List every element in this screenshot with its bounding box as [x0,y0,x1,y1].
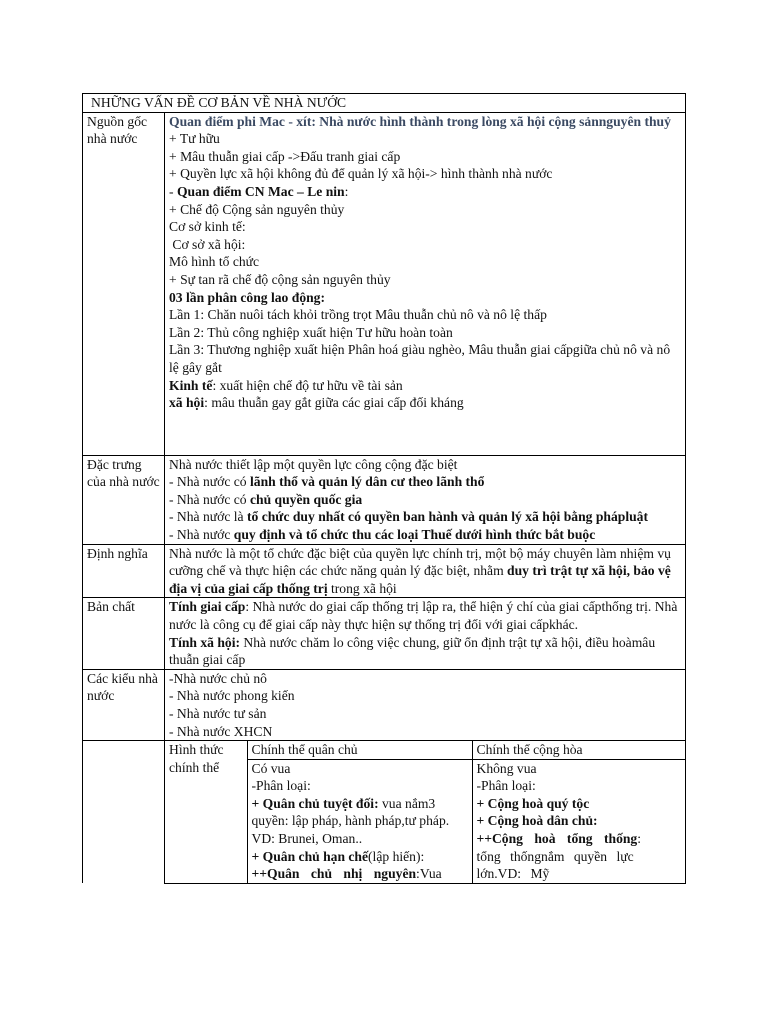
monarchy-m3-rest: vua nắm3 quyền: lập pháp, hành pháp,tư pháp. VD: Brunei, Oman.. [251,795,450,847]
origin-l4-prefix: - [169,183,177,199]
origin-line: + Tư hữu [169,131,220,147]
origin-heading: Quan điểm phi Mac - xít: Nhà nước hình thành trong lòng xã hội cộng sảnnguyên thuỷ [169,113,671,129]
nature-p2-bold: Tính xã hội: [169,634,241,650]
origin-l4-suffix: : [344,183,349,199]
monarchy-limited [252,848,468,866]
features-l3-bold: chủ quyền quốc gia [250,491,363,507]
types-line: -Nhà nước chủ nô [169,670,267,686]
origin-l14-rest: : xuất hiện chế độ tư hữu về tài sản [212,377,403,393]
definition-bold: duy trì trật tự xã hội, bảo vệ địa vị của giai cấp thống trị [169,563,671,596]
label-definition: Định nghĩa [83,544,165,598]
features-l4-pre: - Nhà nước là [169,509,247,525]
features-line [169,526,681,544]
republic-democratic: + Cộng hoà dân chủ: [476,813,598,829]
forms-subtable [165,741,686,883]
monarchy-line: Có vua [251,760,291,776]
monarchy-line: -Phân loại: [251,778,311,794]
republic-line: tổng thốngnắm quyền lực lớn.VD: Mỹ [476,848,634,882]
monarchy-m4-bold: + Quân chủ hạn chế [251,848,369,864]
content-origin [165,112,686,455]
monarchy-m4-rest: (lập hiến): [368,848,425,864]
origin-line: Lần 3: Thương nghiệp xuất hiện Phân hoá giàu nghèo, Mâu thuẫn giai cấpgiữa chủ nô và nô lệ gây gắt [169,342,671,375]
origin-line [169,394,681,412]
label-origin: Nguồn gốc nhà nước [83,112,165,455]
row-origin [83,112,686,455]
origin-line: + Mâu thuẫn giai cấp ->Đấu tranh giai cấp [169,148,401,164]
row-types [83,669,686,740]
monarchy-content [247,759,472,883]
nature-class [169,598,681,633]
origin-line: Lần 2: Thủ công nghiệp xuất hiện Tư hữu hoàn toàn [169,324,453,340]
republic-content [472,759,686,883]
origin-line: Lần 1: Chăn nuôi tách khỏi trồng trọt Mâu thuẫn chủ nô và nô lệ thấp [169,307,547,323]
features-line [169,473,681,491]
origin-line: + Sự tan rã chế độ cộng sản nguyên thủy [169,271,391,287]
label-types: Các kiểu nhà nước [83,669,165,740]
origin-labor-heading: 03 lần phân công lao động: [169,289,325,305]
monarchy-m5-rest: :Vua [416,866,442,882]
row-definition [83,544,686,598]
definition-pre: Nhà nước là một tổ chức đặc biệt của quyền lực chính trị, một bộ máy chuyên làm nhiệm vụ cưỡng chế và thực hiện các chức năng quản lý đặc biệt, nhằm [169,545,671,579]
origin-l15-rest: : mâu thuẫn gay gắt giữa các giai cấp đối kháng [204,395,464,411]
nature-p1-rest: : Nhà nước do giai cấp thống trị lập ra, thể hiện ý chí của giai cấpthống trị. Nhà nước là công cụ để giai cấp này thực hiện sự thống trị đối với giai cấpkhác. [169,599,678,632]
monarchy-m3-bold: + Quân chủ tuyệt đối: [251,795,379,811]
origin-l15-bold: xã hội [169,395,205,411]
features-line: Nhà nước thiết lập một quyền lực công cộng đặc biệt [169,456,458,472]
state-fundamentals-table [82,93,686,884]
features-l3-pre: - Nhà nước có [169,491,250,507]
row-features [83,455,686,544]
row-nature [83,598,686,669]
origin-l4-bold: Quan điểm CN Mac – Le nin [176,183,345,199]
content-definition [165,544,686,598]
republic-header: Chính thể cộng hòa [472,741,686,759]
content-forms [165,741,686,884]
monarchy-absolute [252,795,468,848]
features-l2-pre: - Nhà nước có [169,474,250,490]
label-features: Đặc trưng của nhà nước [83,455,165,544]
origin-line: Cơ sở xã hội: [169,236,246,252]
row-forms [83,741,686,884]
monarchy-dual [252,865,468,883]
features-l2-bold: lãnh thổ và quản lý dân cư theo lãnh thổ [250,474,485,490]
table-title: NHỮNG VẤN ĐỀ CƠ BẢN VỀ NHÀ NƯỚC [83,94,686,113]
republic-aristocratic: + Cộng hoà quý tộc [476,795,590,811]
content-nature [165,598,686,669]
label-nature: Bản chất [83,598,165,669]
monarchy-header: Chính thể quân chủ [247,741,472,759]
label-forms: Hình thức chính thể [165,741,247,883]
features-l5-pre: - Nhà nước [169,526,234,542]
label-forms-empty [83,741,165,884]
features-l5-bold: quy định và tổ chức thu các loại Thuế dưới hình thức bắt buộc [233,526,596,542]
nature-p1-bold: Tính giai cấp [169,599,246,615]
features-l4-bold: tổ chức duy nhất có quyền ban hành và quản lý xã hội bằng phápluật [246,509,648,525]
content-features [165,455,686,544]
origin-line [169,183,681,201]
title-row [83,94,686,113]
monarchy-m5-bold: ++Quân chủ nhị nguyên [251,866,417,882]
features-line [169,508,681,526]
forms-header-row [165,741,686,759]
definition-post: trong xã hội [327,580,397,596]
nature-social [169,634,681,669]
republic-r5-bold: ++Cộng hoà tổng thống [476,831,638,847]
origin-l14-bold: Kinh tế [169,377,213,393]
origin-line: Mô hình tổ chức [169,254,260,270]
types-line: - Nhà nước XHCN [169,723,273,739]
types-line: - Nhà nước tư sản [169,705,267,721]
features-line [169,491,681,509]
republic-r5-rest: : [637,831,642,847]
content-types [165,669,686,740]
nature-p2-rest: Nhà nước chăm lo công việc chung, giữ ổn định trật tự xã hội, điều hoàmâu thuẫn giai cấp [169,634,656,668]
origin-line: Cơ sở kinh tế: [169,219,246,235]
origin-line: + Quyền lực xã hội không đủ để quản lý xã hội-> hình thành nhà nước [169,166,553,182]
origin-line [169,377,681,395]
republic-presidential [477,830,683,848]
origin-line: + Chế độ Cộng sản nguyên thủy [169,201,345,217]
republic-line: Không vua [476,760,537,776]
types-line: - Nhà nước phong kiến [169,688,295,704]
republic-line: -Phân loại: [476,778,536,794]
